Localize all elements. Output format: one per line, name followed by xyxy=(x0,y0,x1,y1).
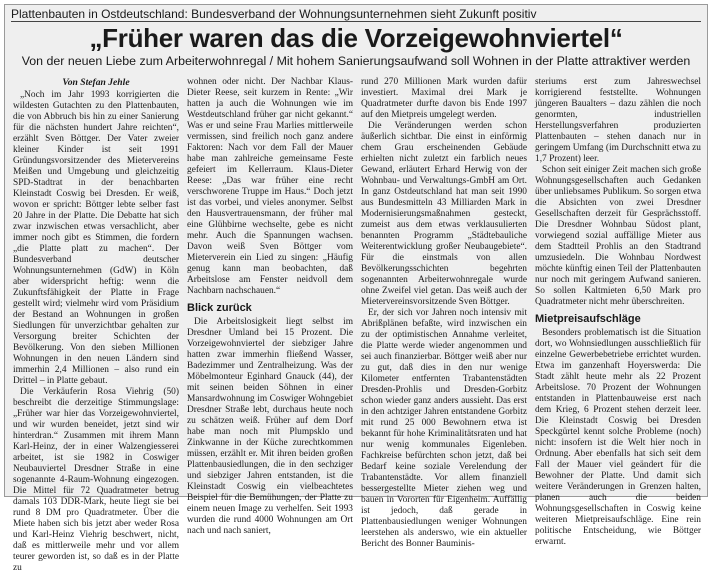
section-heading: Mietpreisaufschläge xyxy=(535,313,641,325)
byline: Von Stefan Jehle xyxy=(62,77,130,88)
paragraph: Besonders problematisch ist die Situation dort, wo Wohnsiedlungen ausschließlich für einzelne Gewerbebetriebe errichtet wurden. Etwa im ganzenhaft Hoyerswerda: Die Stadt zählt heute mehr als 22 Prozent Arbeitslose. 70 Prozent der Wohnungen entstanden in Plattenbauweise erst nach dem Krieg, 6 Prozent stehen derzeit leer. Die Kleinstadt Coswig bei Dresden Speckgürtel kennt solche Probleme (noch) nicht: insofern ist die Welt hier noch in Ordnung. Aber ebenfalls hat sich seit dem Fall der Mauer viel geändert für die Bewohner der Platte. Und damit sich weitere Veränderungen in Grenzen halten, planen auch die beiden Wohnungsgesellschaften in Coswig keine weiteren Mietpreisaufschläge. Eine rein politische Entscheidung, wie Böttger erwarnt. xyxy=(535,328,701,547)
article-headline: „Früher waren das die Vorzeigewohnviertel“ xyxy=(89,23,623,53)
paragraph: rund 270 Millionen Mark wurden dafür investiert. Maximal drei Mark je Quadratmeter durfte davon bis Ende 1997 auf den Mietpreis umgelegt werden. xyxy=(361,77,527,120)
kicker-divider xyxy=(11,21,701,22)
column-1 xyxy=(13,77,179,573)
paragraph: steriums erst zum Jahreswechsel korrigierend feststellte. Wohnungen jüngeren Baualters – dazu zählen die noch genormten, industriellen Herstellungsverfahren produzierten Plattenbauten – stehen danach nur in geringem Umfang (im Durchschnitt etwa zu 1,7 Prozent) leer. xyxy=(535,77,701,164)
column-4 xyxy=(535,77,701,547)
section-heading: Blick zurück xyxy=(187,302,252,314)
paragraph: Schon seit einiger Zeit machen sich große Wohnungsgesellschaften auch Gedanken über unliebsames Publikum. So sorgen etwa die Absichten von zwei Dresdner Gesellschaften derzeit für Gesprächsstoff. Die Dresdner Wohnbau Südost plant, vorwiegend sozial auffällige Mieter aus dem Stadtteil Prohlis an den Stadtrand umzusiedeln. Die Wohnbau Nordwest möchte künftig einen Teil der Plattenbauten nur noch mit geringem Aufwand sanieren. So sollen Kaltmieten 6,50 Mark pro Quadratmeter nicht mehr überschreiten. xyxy=(535,165,701,307)
paragraph: wohnen oder nicht. Der Nachbar Klaus-Dieter Reese, seit kurzem in Rente: „Wir hatten ja auch die Wohnungen wie im Westdeutschland früher gar nicht gekannt.“ Was er und seine Frau Marlies mittlerweile vermissen, sind freilich noch ganz andere Faktoren: Nach vor dem Fall der Mauer habe man zahlreiche gemeinsame Feste gefeiert im Kellerraum. Klaus-Dieter Reese: „Das war früher eine recht verschworene Truppe im Haus.“ Doch jetzt ist das vorbei, und vieles anonymer. Selbst den Hausvertrauensmann, der früher mal eine Glühbirne wechselte, gebe es nicht mehr. Auch die Spannungen wachsen. Davon weiß Sven Böttger vom Mieterverein ein Lied zu singen: „Häufig genug kann man beobachten, daß Arbeitslose am Fenster neidvoll dem Nachbarn nachschauen.“ xyxy=(187,77,353,296)
article-subheadline: Von der neuen Liebe zum Arbeiterwohnregal / Mit hohem Sanierungsaufwand soll Wohnen in der Platte attraktiver werden xyxy=(21,54,691,68)
paragraph: Er, der sich vor Jahren noch intensiv mit Abrißplänen befaßte, wird inzwischen ein zu der optimistischen Annahme verleitet, die Platte werde wieder angenommen und sei auch finanzierbar. Böttger weiß aber nur zu gut, daß dies in den nur wenige Kilometer entfernten Trabantenstädten Dresden-Prohlis und Dresden-Gorbitz schon wieder ganz anders aussieht. Das erst in den achtziger Jahren entstandene Gorbitz mit rund 25 000 Bewohnern etwa ist bekannt für hohe Kriminalitätsraten und hat nur wenig kommunales Eigenleben. Fachkreise befürchten schon jetzt, daß bei Bedarf keine soziale Verelendung der Trabantenstädte. Vor allem finanziell bessergestellte Mieter ziehen weg und bauen in Vororten für Eigenheim. Auffällig ist jedoch, daß gerade in Plattenbausiedlungen weniger Wohnungen leerstehen als anderswo, wie ein aktueller Bericht des Bonner Bauminis- xyxy=(361,308,527,549)
column-2 xyxy=(187,77,353,536)
paragraph: Die Arbeitslosigkeit liegt selbst im Dresdner Umland bei 15 Prozent. Die Vorzeigewohnviertel der siebziger Jahre hatten zwar immerhin fließend Wasser, Badezimmer und Zentralheizung. Was der Möbelmonteur Eginhard Gnauck (44), der mit seinen beiden Söhnen in einer Mansardwohnung im Coswiger Wohngebiet Dresdner Straße lebt, durchaus heute noch zu schätzen weiß. Früher auf dem Dorf habe man noch mit Plumpsklo und Zinkwanne in der Küche zurechtkommen müssen, erzählt er. Mit ihren beiden großen Plattenbausiedlungen, die in den sechziger und siebziger Jahren entstanden, ist die Kleinstadt Coswig ein vielbeachtetes Beispiel für die Bemühungen, der Platte zu einem neuen Image zu verhelfen. Seit 1993 wurden die rund 4000 Wohnungen am Ort nach und nach saniert, xyxy=(187,317,353,536)
paragraph: Die Veränderungen werden schon äußerlich sichtbar. Die einst in einförmig chem Grau erscheinenden Gebäude erhielten nicht zuletzt ein farblich neues Gewand, erläutert Erhard Herwig von der Wohnbau- und Verwaltungs-GmbH am Ort. In ganz Ostdeutschland hat man seit 1990 aus Bundesmitteln 43 Milliarden Mark in Modernisierungsmaßnahmen gesteckt, zumeist aus dem etwas verklausulierten benannten Programm „Städtebauliche Weiterentwicklung großer Neubaugebiete“. Für die einstmals von allen Bevölkerungsschichten begehrten sogenannten Arbeiterwohnregale wurde ohne Zweifel viel getan. Das weiß auch der Mietervereinsvorsitzende Sven Böttger. xyxy=(361,121,527,307)
paragraph: „Noch im Jahr 1993 korrigierten die wildesten Gutachten zu den Plattenbauten, die von Abbruch bis hin zu einer Sanierung für die nächsten hundert Jahre reichten“, erzählt Sven Böttger. Der Vater zweier kleiner Kinder ist seit 1991 Gründungsvorsitzender des Mietervereins Meißen und Umgebung und gleichzeitig SPD-Stadtrat in der benachbarten Kleinstadt Coswig bei Dresden. Er weiß, wovon er spricht: Böttger lebte selber fast 20 Jahre in der Platte. Die Debatte hat sich zwar inzwischen etwas versachlicht, aber immer noch gibt es Stimmen, die fordern „die Platte platt zu machen“. Der Bundesverband deutscher Wohnungsunternehmen (GdW) in Köln aber widerspricht heftig: wenn die Zukunftsfähigkeit der Platte in Frage gestellt wird; vielmehr wird vom Präsidium der Bestand an Wohnungen in großen Siedlungen für unverzichtbar gehalten zur Versorgung breiter Schichten der Bevölkerung. Von den sieben Millionen Wohnungen in den neuen Ländern sind immerhin 2,4 Millionen – also rund ein Drittel – in Platte gebaut. xyxy=(13,90,179,386)
newspaper-clipping xyxy=(4,4,708,573)
paragraph: Die Verkäuferin Rosa Viehrig (50) beschreibt die derzeitige Stimmungslage: „Früher war hier das Vorzeigewohnviertel, und wir wurden beneidet, jetzt sind wir hinterdran.“ Zusammen mit ihrem Mann Karl-Heinz, der in einer Walzengiesserei arbeitet, ist sie 1982 in Coswiger Neubauviertel Dresdner Straße in eine sogenannte 4-Raum-Wohnung eingezogen. Die Mittel für 72 Quadratmeter betrug damals 103 DDR-Mark, heute liegt sie bei rund 8 DM pro Quadratmeter. Über die Miete haben sich bis jetzt aber weder Rosa und Karl-Heinz Viehrig beschwert, nicht, daß es mittlerweile mehr und vor allem teurer geworden ist, so daß es in der Platte zu xyxy=(13,387,179,573)
article-body xyxy=(13,77,701,573)
article-kicker: Plattenbauten in Ostdeutschland: Bundesverband der Wohnungsunternehmen sieht Zukunft positiv xyxy=(11,7,537,21)
column-3 xyxy=(361,77,527,549)
